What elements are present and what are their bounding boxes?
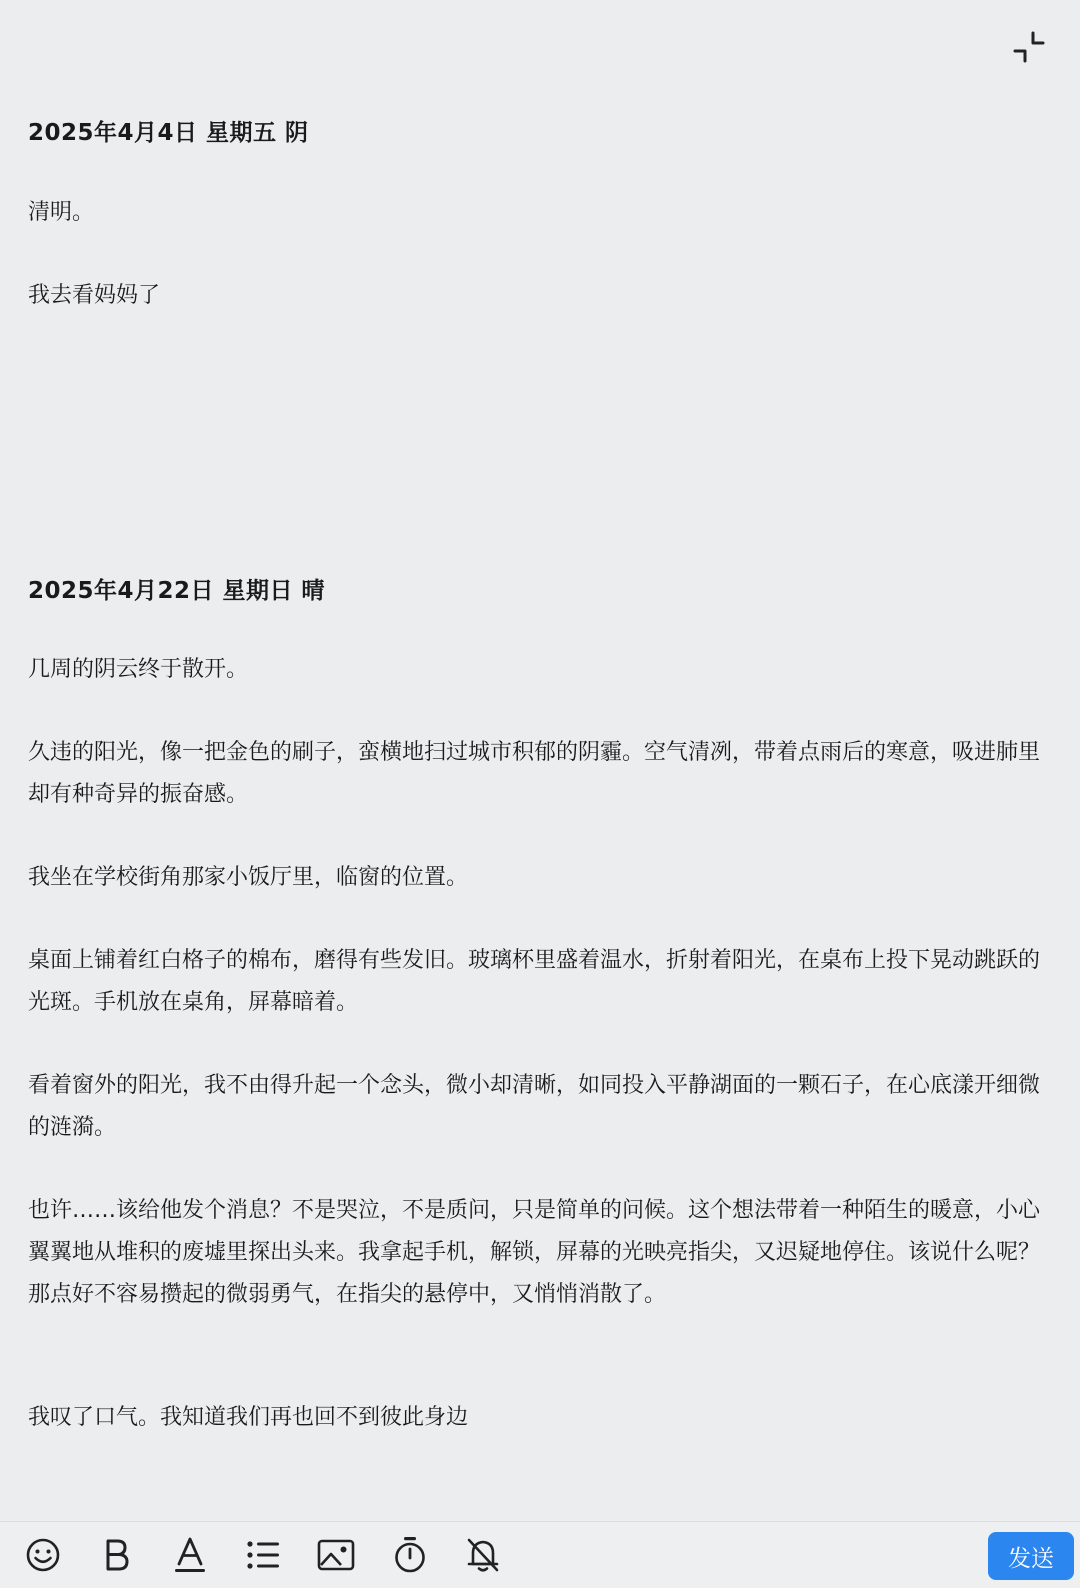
collapse-icon[interactable]	[1010, 28, 1050, 68]
editor-toolbar	[0, 1521, 1080, 1588]
entry-paragraph: 我去看妈妈了	[28, 283, 161, 308]
entry-paragraph: 我坐在学校街角那家小饭厅里，临窗的位置。	[28, 865, 469, 890]
bold-icon[interactable]	[96, 1534, 138, 1576]
image-icon[interactable]	[315, 1534, 357, 1576]
entry-date: 2025年4月4日 星期五 阴	[28, 120, 309, 146]
entry-paragraph: 久违的阳光，像一把金色的刷子，蛮横地扫过城市积郁的阴霾。空气清冽，带着点雨后的寒意，吸进肺里却有种奇异的振奋感。	[28, 740, 1041, 807]
entry-paragraph: 看着窗外的阳光，我不由得升起一个念头，微小却清晰，如同投入平静湖面的一颗石子，在心底漾开细微的涟漪。	[28, 1073, 1041, 1140]
entry-paragraph: 几周的阴云终于散开。	[28, 657, 249, 682]
entry-date: 2025年4月22日 星期日 晴	[28, 578, 326, 604]
emoji-icon[interactable]	[22, 1534, 64, 1576]
list-icon[interactable]	[242, 1534, 284, 1576]
entry-paragraph: 也许……该给他发个消息？不是哭泣，不是质问，只是简单的问候。这个想法带着一种陌生的暖意，小心翼翼地从堆积的废墟里探出头来。我拿起手机，解锁，屏幕的光映亮指尖，又迟疑地停住。该说什么呢？那点好不容易攒起的微弱勇气，在指尖的悬停中，又悄悄消散了。	[28, 1198, 1041, 1307]
entry-paragraph: 桌面上铺着红白格子的棉布，磨得有些发旧。玻璃杯里盛着温水，折射着阳光，在桌布上投下晃动跳跃的光斑。手机放在桌角，屏幕暗着。	[28, 948, 1041, 1015]
text-color-icon[interactable]	[169, 1534, 211, 1576]
entry-paragraph: 清明。	[28, 200, 95, 225]
timer-icon[interactable]	[389, 1534, 431, 1576]
bell-off-icon[interactable]	[462, 1534, 504, 1576]
entry-paragraph: 我叹了口气。我知道我们再也回不到彼此身边	[28, 1405, 469, 1430]
send-button[interactable]: 发送	[988, 1532, 1074, 1580]
